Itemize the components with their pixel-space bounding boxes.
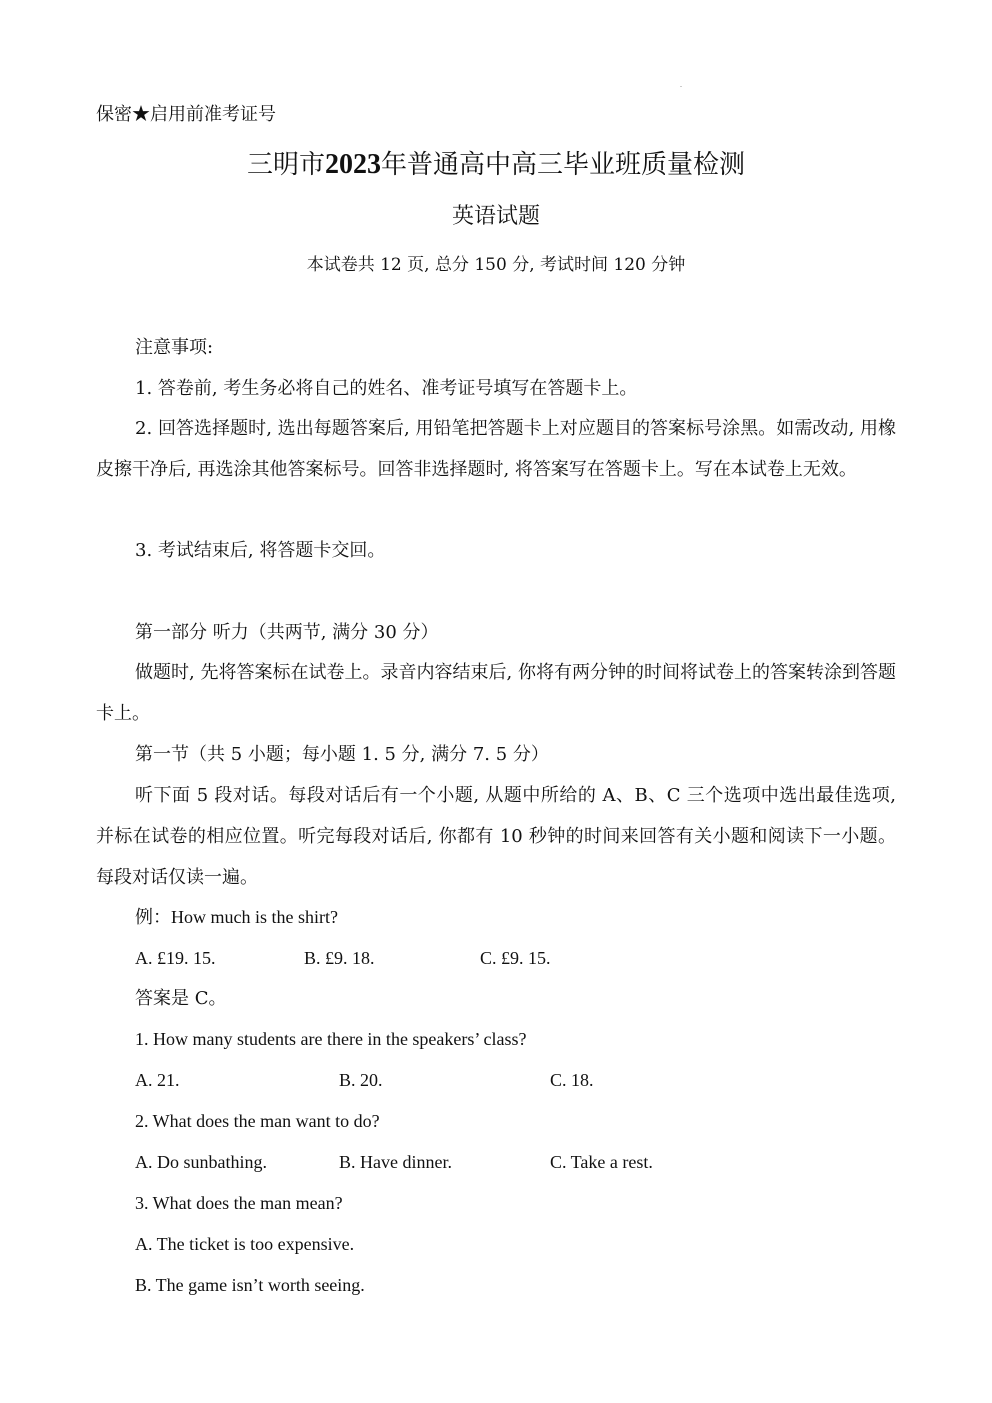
title-prefix: 三明市 bbox=[246, 150, 325, 180]
question-2-option-b: B. Have dinner. bbox=[339, 1152, 452, 1172]
question-3: 3. What does the man mean? bbox=[135, 1193, 343, 1213]
confidential-label: 保密★启用前准考证号 bbox=[96, 104, 276, 125]
question-2: 2. What does the man want to do? bbox=[135, 1111, 380, 1131]
notice-heading: 注意事项: bbox=[135, 337, 214, 358]
question-1: 1. How many students are there in the speakers’ class? bbox=[135, 1029, 527, 1049]
question-2-option-c: C. Take a rest. bbox=[550, 1152, 653, 1172]
title-suffix: 年普通高中高三毕业班质量检测 bbox=[381, 150, 746, 180]
question-1-option-b: B. 20. bbox=[339, 1070, 383, 1090]
title-year: 2023 bbox=[325, 149, 381, 180]
notice-item-2: 2. 回答选择题时, 选出每题答案后, 用铅笔把答题卡上对应题目的答案标号涂黑。如需改动, 用橡皮擦干净后, 再选涂其他答案标号。回答非选择题时, 将答案写在答题卡上。写在本试卷上无效。 bbox=[96, 418, 896, 480]
example-option-c: C. £9. 15. bbox=[480, 948, 551, 968]
exam-title bbox=[0, 150, 992, 180]
notice-item-3: 3. 考试结束后, 将答题卡交回。 bbox=[135, 540, 386, 561]
example-option-a: A. £19. 15. bbox=[135, 948, 216, 968]
example-option-b: B. £9. 18. bbox=[304, 948, 375, 968]
question-3-option-a: A. The ticket is too expensive. bbox=[135, 1234, 355, 1254]
part1-heading: 第一部分 听力（共两节, 满分 30 分） bbox=[135, 622, 439, 643]
scan-speck bbox=[680, 86, 682, 87]
subject-title: 英语试题 bbox=[451, 204, 540, 229]
part1-intro: 做题时, 先将答案标在试卷上。录音内容结束后, 你将有两分钟的时间将试卷上的答案转涂到答题卡上。 bbox=[96, 662, 896, 724]
exam-info: 本试卷共 12 页, 总分 150 分, 考试时间 120 分钟 bbox=[306, 255, 686, 275]
question-1-option-a: A. 21. bbox=[135, 1070, 180, 1090]
question-2-option-a: A. Do sunbathing. bbox=[135, 1152, 267, 1172]
section1-heading: 第一节（共 5 小题；每小题 1. 5 分, 满分 7. 5 分） bbox=[135, 744, 549, 765]
example-question: 例：How much is the shirt? bbox=[135, 907, 338, 927]
notice-item-1: 1. 答卷前, 考生务必将自己的姓名、准考证号填写在答题卡上。 bbox=[135, 378, 638, 399]
question-1-option-c: C. 18. bbox=[550, 1070, 594, 1090]
question-3-option-b: B. The game isn’t worth seeing. bbox=[135, 1275, 365, 1295]
example-answer: 答案是 C。 bbox=[135, 988, 227, 1009]
section1-intro: 听下面 5 段对话。每段对话后有一个小题, 从题中所给的 A、B、C 三个选项中选出最佳选项, 并标在试卷的相应位置。听完每段对话后, 你都有 10 秒钟的时间来回答有关小题和阅读下一小题。每段对话仅读一遍。 bbox=[96, 785, 896, 888]
